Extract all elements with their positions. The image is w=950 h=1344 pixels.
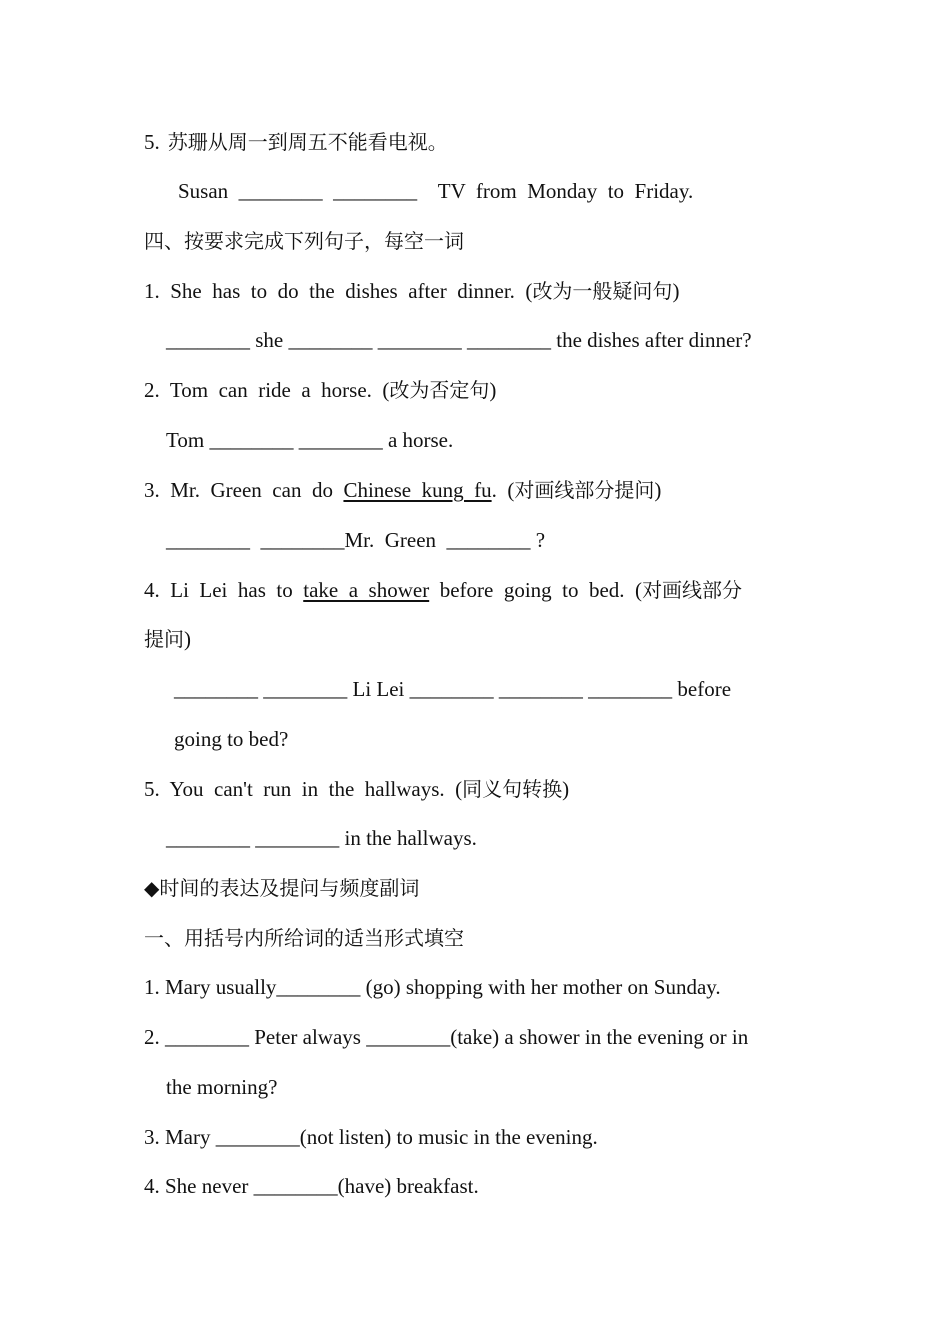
- instruction-note: 对画线部分: [642, 578, 743, 602]
- section-4-question-4: [144, 577, 742, 603]
- section-4-heading: 四、按要求完成下列句子，每空一词: [144, 229, 464, 253]
- instruction-note-cont: 提问: [144, 627, 184, 651]
- question-number: 5.: [144, 130, 160, 154]
- section-4-question-5: [144, 776, 569, 802]
- section-4-answer-4-line-2: going to bed?: [174, 727, 289, 751]
- question-text: 2. Tom can ride a horse. (: [144, 378, 390, 402]
- section-1-question-1: 1. Mary usually________ (go) shopping with her mother on Sunday.: [144, 975, 721, 999]
- question-text-end: before going to bed. (: [429, 578, 643, 602]
- section-4-answer-4-line-1: ________ ________ Li Lei ________ ________ ________ before: [174, 677, 732, 701]
- underlined-phrase: take a shower: [303, 578, 430, 602]
- section-1-question-3: 3. Mary ________(not listen) to music in the evening.: [144, 1125, 598, 1149]
- question-text: 3. Mr. Green can do: [144, 478, 344, 502]
- instruction-note: 同义句转换: [462, 777, 563, 801]
- section-4-answer-5: ________ ________ in the hallways.: [166, 826, 477, 850]
- section-1-question-4: 4. She never ________(have) breakfast.: [144, 1174, 479, 1198]
- section-4-question-2: [144, 377, 496, 403]
- closing-paren: ): [184, 627, 191, 651]
- underlined-phrase: Chinese kung fu: [343, 478, 492, 502]
- section-4-question-4-cont: [144, 626, 191, 652]
- question-text-end: . (: [491, 478, 515, 502]
- question-text: 5. You can't run in the hallways. (: [144, 777, 463, 801]
- section-4-answer-2: Tom ________ ________ a horse.: [166, 428, 454, 452]
- section-4-answer-1: ________ she ________ ________ ________ the dishes after dinner?: [166, 328, 752, 352]
- instruction-note: 对画线部分提问: [514, 478, 655, 502]
- section-1-question-2-cont: the morning?: [166, 1075, 278, 1099]
- chinese-prompt: 苏珊从周一到周五不能看电视。: [167, 130, 448, 154]
- topic-heading: [144, 875, 419, 901]
- section-4-answer-3: ________ ________Mr. Green ________ ?: [166, 528, 546, 552]
- section-4-question-1: [144, 278, 679, 304]
- topic-title: 时间的表达及提问与频度副词: [159, 876, 420, 900]
- question-5-prompt: [144, 129, 448, 155]
- closing-paren: ): [489, 378, 497, 402]
- question-5-answer-line: Susan ________ ________ TV from Monday to Friday.: [178, 179, 694, 203]
- question-text: 1. She has to do the dishes after dinner. (: [144, 279, 533, 303]
- section-1-question-2: 2. ________ Peter always ________(take) a shower in the evening or in: [144, 1025, 749, 1049]
- diamond-bullet-icon: ◆: [144, 876, 160, 900]
- section-1-heading: 一、用括号内所给词的适当形式填空: [144, 926, 464, 950]
- instruction-note: 改为否定句: [389, 378, 490, 402]
- closing-paren: ): [672, 279, 680, 303]
- section-4-question-3: [144, 477, 661, 503]
- question-text: 4. Li Lei has to: [144, 578, 304, 602]
- closing-paren: ): [654, 478, 662, 502]
- instruction-note: 改为一般疑问句: [532, 279, 673, 303]
- closing-paren: ): [562, 777, 570, 801]
